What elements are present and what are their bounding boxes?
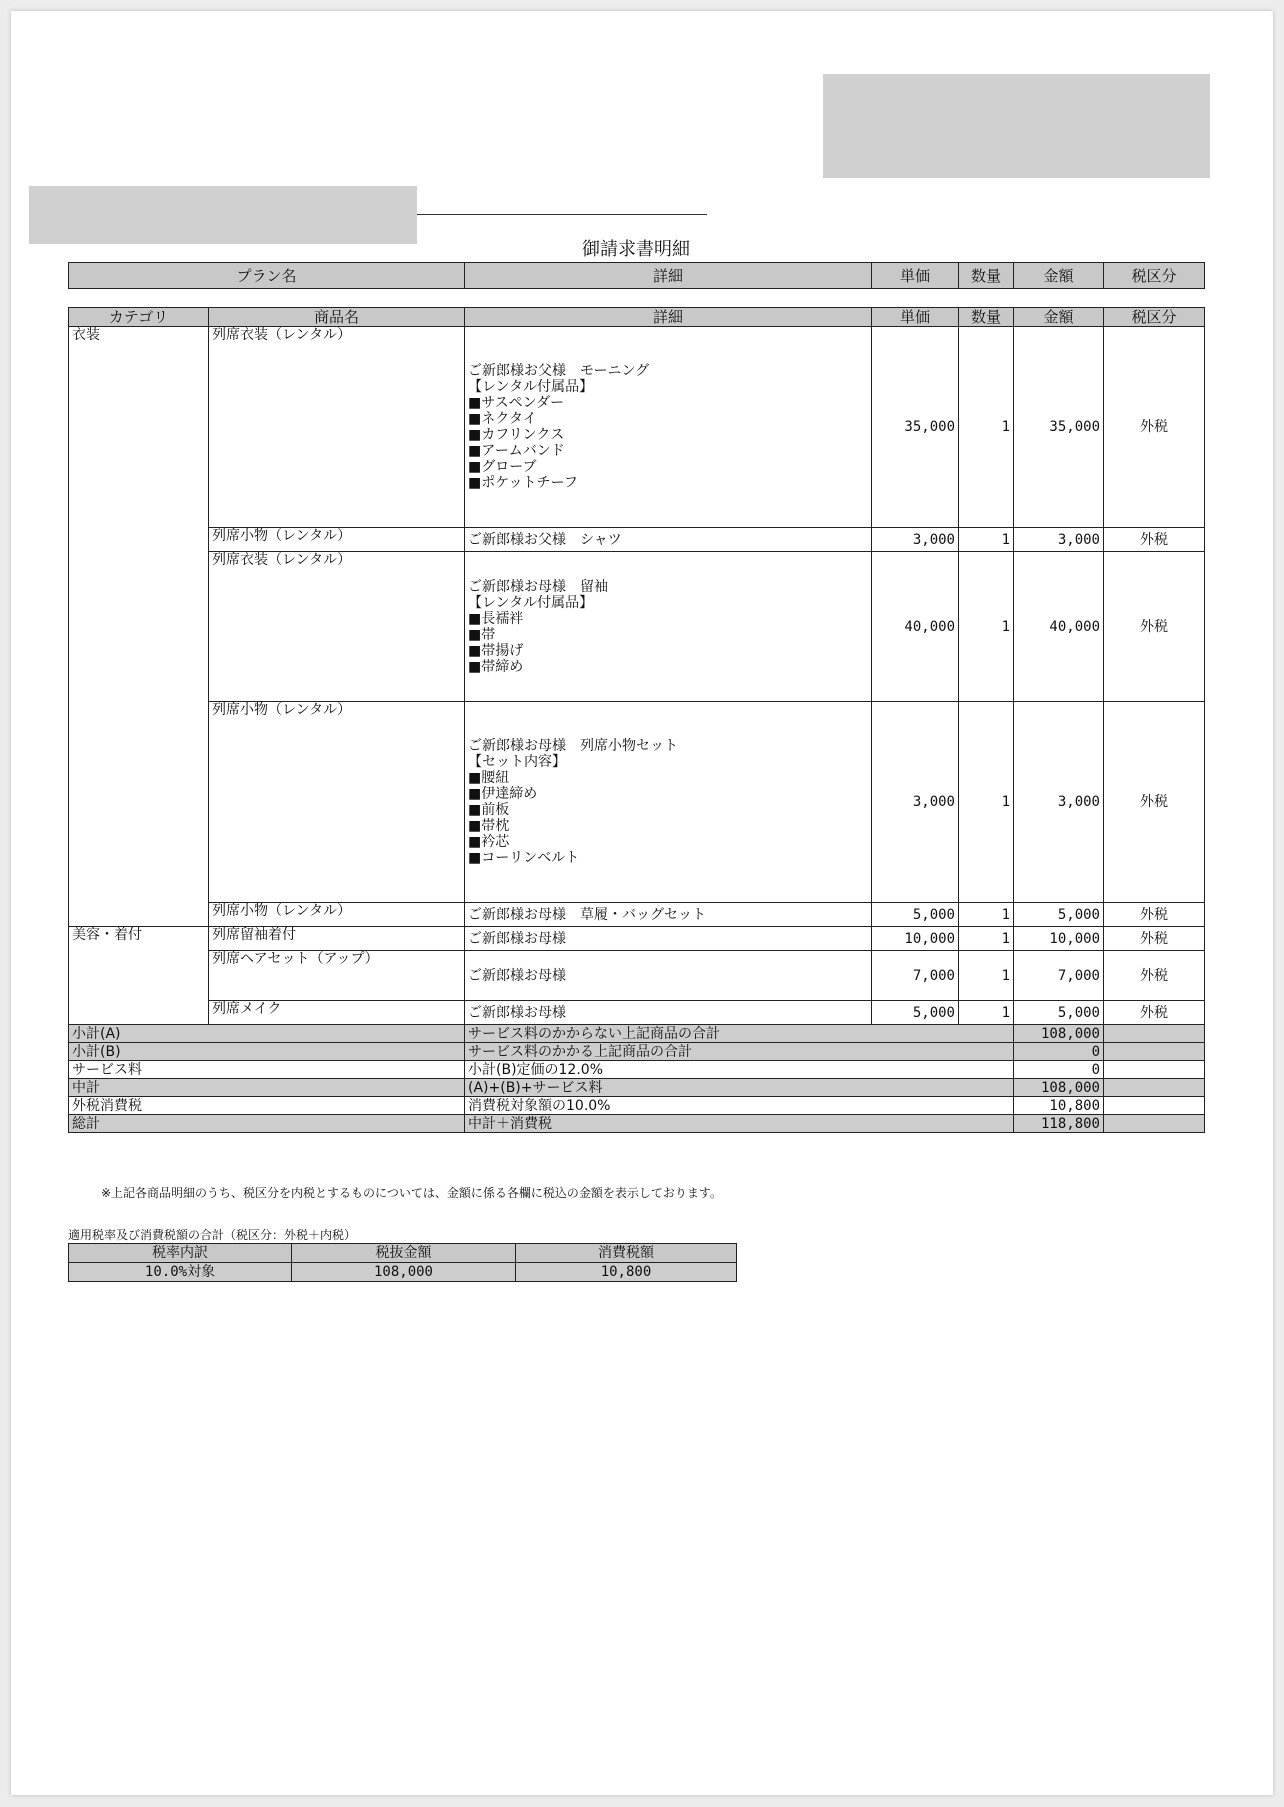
item-price: 5,000	[872, 1001, 959, 1025]
plan-header-price: 単価	[872, 263, 959, 289]
plan-header-qty: 数量	[959, 263, 1014, 289]
item-name: 列席衣装（レンタル）	[209, 327, 465, 528]
summary-blank	[1104, 1025, 1205, 1043]
summary-blank	[1104, 1115, 1205, 1133]
item-amount: 3,000	[1014, 702, 1104, 903]
item-price: 3,000	[872, 702, 959, 903]
summary-amount: 108,000	[1014, 1079, 1104, 1097]
header-tax: 税区分	[1104, 308, 1205, 327]
item-price: 35,000	[872, 327, 959, 528]
title-underline	[417, 214, 707, 215]
table-row	[69, 1263, 737, 1282]
item-amount: 40,000	[1014, 552, 1104, 702]
summary-desc: サービス料のかからない上記商品の合計	[465, 1025, 1014, 1043]
summary-label: サービス料	[69, 1061, 465, 1079]
item-qty: 1	[959, 951, 1014, 1001]
tax-header-base: 税抜金額	[292, 1244, 516, 1263]
summary-label: 中計	[69, 1079, 465, 1097]
item-detail: ご新郎様お母様	[465, 951, 872, 1001]
item-name: 列席メイク	[209, 1001, 465, 1025]
item-detail: ご新郎様お父様 シャツ	[465, 528, 872, 552]
summary-desc: 小計(B)定価の12.0%	[465, 1061, 1014, 1079]
item-tax: 外税	[1104, 903, 1205, 927]
item-tax: 外税	[1104, 951, 1205, 1001]
item-name: 列席衣装（レンタル）	[209, 552, 465, 702]
summary-row	[69, 1115, 1205, 1133]
category-cell: 美容・着付	[69, 927, 209, 1025]
item-name: 列席小物（レンタル）	[209, 528, 465, 552]
redacted-block	[29, 186, 417, 244]
summary-desc: 中計＋消費税	[465, 1115, 1014, 1133]
item-detail: ご新郎様お母様	[465, 927, 872, 951]
summary-label: 総計	[69, 1115, 465, 1133]
item-price: 3,000	[872, 528, 959, 552]
item-amount: 35,000	[1014, 327, 1104, 528]
summary-blank	[1104, 1043, 1205, 1061]
item-tax: 外税	[1104, 927, 1205, 951]
item-detail: ご新郎様お母様	[465, 1001, 872, 1025]
header-qty: 数量	[959, 308, 1014, 327]
item-tax: 外税	[1104, 1001, 1205, 1025]
table-row	[69, 903, 1205, 927]
item-name: 列席小物（レンタル）	[209, 702, 465, 903]
summary-blank	[1104, 1061, 1205, 1079]
plan-header-amount: 金額	[1014, 263, 1104, 289]
item-amount: 7,000	[1014, 951, 1104, 1001]
tax-note: ※上記各商品明細のうち、税区分を内税とするものについては、金額に係る各欄に税込の金額を表示しております。	[101, 1186, 722, 1200]
item-amount: 5,000	[1014, 903, 1104, 927]
item-qty: 1	[959, 327, 1014, 528]
header-item-name: 商品名	[209, 308, 465, 327]
item-qty: 1	[959, 702, 1014, 903]
item-name: 列席小物（レンタル）	[209, 903, 465, 927]
item-detail: ご新郎様お父様 モーニング 【レンタル付属品】 ■サスペンダー ■ネクタイ ■カフリンクス ■アームバンド ■グローブ ■ポケットチーフ	[465, 327, 872, 528]
table-row	[69, 1001, 1205, 1025]
tax-rate-cell: 10.0%対象	[69, 1263, 292, 1282]
table-row	[69, 327, 1205, 528]
summary-amount: 0	[1014, 1061, 1104, 1079]
item-tax: 外税	[1104, 528, 1205, 552]
header-price: 単価	[872, 308, 959, 327]
tax-summary-table	[68, 1243, 737, 1282]
summary-blank	[1104, 1079, 1205, 1097]
item-qty: 1	[959, 552, 1014, 702]
header-detail: 詳細	[465, 308, 872, 327]
item-price: 5,000	[872, 903, 959, 927]
document-title: 御請求書明細	[582, 239, 690, 260]
category-cell: 衣装	[69, 327, 209, 927]
tax-header-rate: 税率内訳	[69, 1244, 292, 1263]
summary-row	[69, 1061, 1205, 1079]
plan-table	[68, 262, 1205, 289]
plan-header-tax: 税区分	[1104, 263, 1205, 289]
item-amount: 3,000	[1014, 528, 1104, 552]
tax-base-cell: 108,000	[292, 1263, 516, 1282]
summary-amount: 108,000	[1014, 1025, 1104, 1043]
table-row	[69, 927, 1205, 951]
item-name: 列席ヘアセット（アップ）	[209, 951, 465, 1001]
plan-header-name: プラン名	[69, 263, 465, 289]
summary-desc: (A)+(B)+サービス料	[465, 1079, 1014, 1097]
summary-row	[69, 1097, 1205, 1115]
summary-amount: 10,800	[1014, 1097, 1104, 1115]
item-price: 10,000	[872, 927, 959, 951]
item-table	[68, 307, 1205, 1133]
item-tax: 外税	[1104, 327, 1205, 528]
summary-desc: 消費税対象額の10.0%	[465, 1097, 1014, 1115]
item-tax: 外税	[1104, 552, 1205, 702]
redacted-block	[823, 74, 1210, 178]
item-detail: ご新郎様お母様 列席小物セット 【セット内容】 ■腰紐 ■伊達締め ■前板 ■帯枕 ■衿芯 ■コーリンベルト	[465, 702, 872, 903]
table-row	[69, 702, 1205, 903]
item-detail: ご新郎様お母様 草履・バッグセット	[465, 903, 872, 927]
table-row	[69, 951, 1205, 1001]
header-category: カテゴリ	[69, 308, 209, 327]
summary-label: 外税消費税	[69, 1097, 465, 1115]
summary-blank	[1104, 1097, 1205, 1115]
item-qty: 1	[959, 1001, 1014, 1025]
item-detail: ご新郎様お母様 留袖 【レンタル付属品】 ■長襦袢 ■帯 ■帯揚げ ■帯締め	[465, 552, 872, 702]
summary-row	[69, 1025, 1205, 1043]
invoice-page	[11, 11, 1273, 1795]
item-tax: 外税	[1104, 702, 1205, 903]
item-name: 列席留袖着付	[209, 927, 465, 951]
summary-amount: 0	[1014, 1043, 1104, 1061]
item-price: 40,000	[872, 552, 959, 702]
summary-row	[69, 1043, 1205, 1061]
item-qty: 1	[959, 903, 1014, 927]
summary-label: 小計(A)	[69, 1025, 465, 1043]
table-row	[69, 528, 1205, 552]
item-amount: 10,000	[1014, 927, 1104, 951]
item-amount: 5,000	[1014, 1001, 1104, 1025]
summary-label: 小計(B)	[69, 1043, 465, 1061]
header-amount: 金額	[1014, 308, 1104, 327]
summary-row	[69, 1079, 1205, 1097]
tax-summary-caption: 適用税率及び消費税額の合計（税区分：外税＋内税）	[68, 1228, 357, 1242]
summary-desc: サービス料のかかる上記商品の合計	[465, 1043, 1014, 1061]
item-qty: 1	[959, 528, 1014, 552]
table-row	[69, 552, 1205, 702]
plan-header-detail: 詳細	[465, 263, 872, 289]
tax-amount-cell: 10,800	[516, 1263, 737, 1282]
tax-header-tax: 消費税額	[516, 1244, 737, 1263]
item-qty: 1	[959, 927, 1014, 951]
summary-amount: 118,800	[1014, 1115, 1104, 1133]
item-price: 7,000	[872, 951, 959, 1001]
